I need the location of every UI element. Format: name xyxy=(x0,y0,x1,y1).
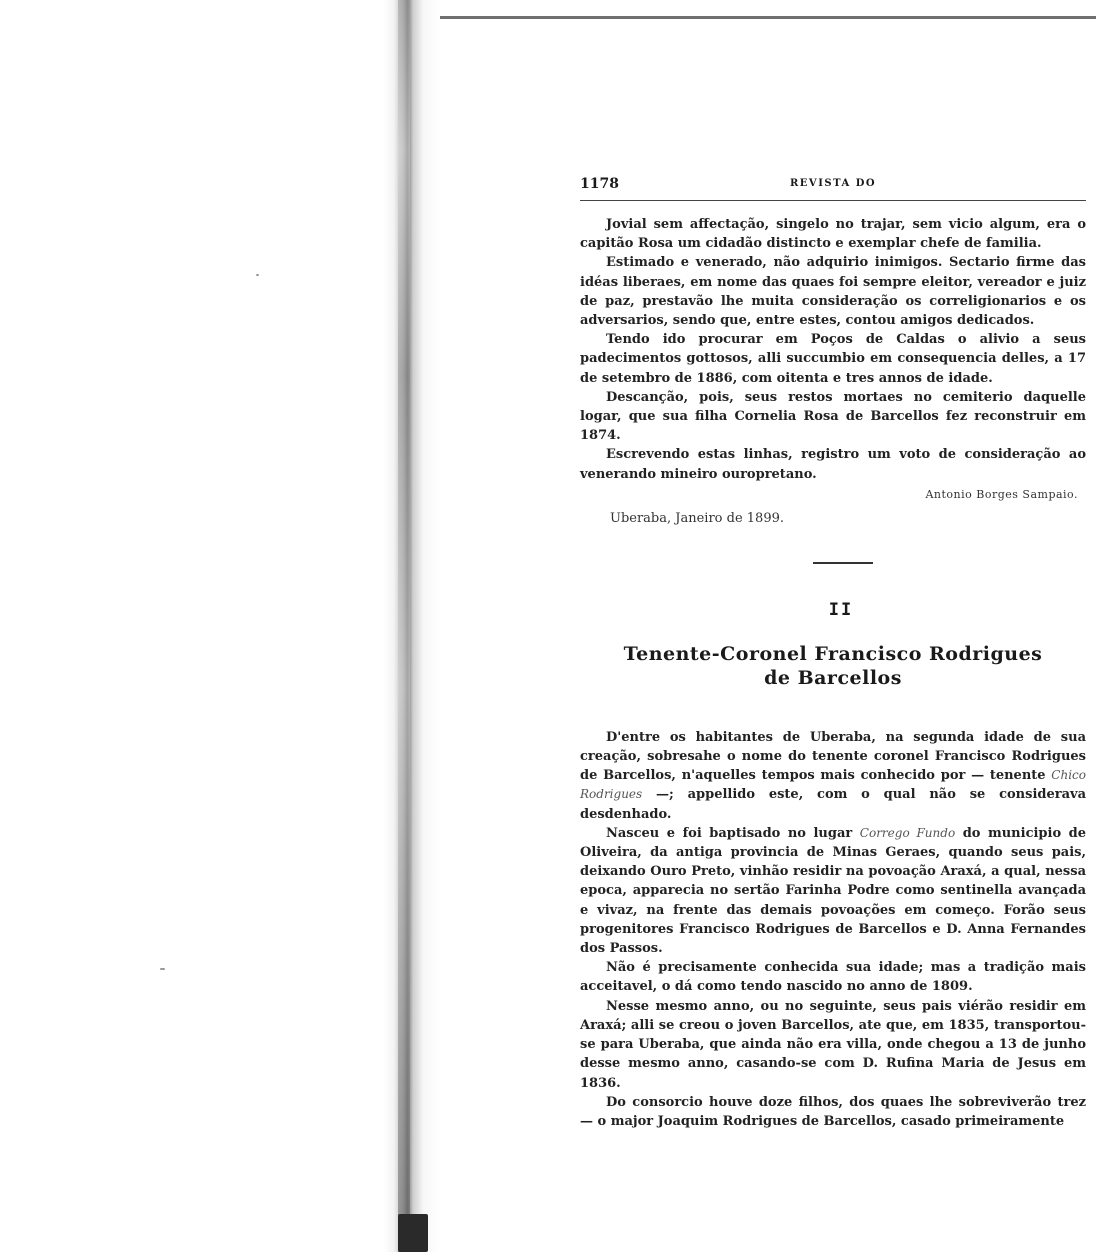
italic-name: Chico Rodrigues xyxy=(580,768,1086,802)
paper-speck xyxy=(160,968,165,970)
italic-place: Corrego Fundo xyxy=(859,825,956,840)
page-top-edge xyxy=(440,16,1096,19)
paragraph: Descanção, pois, seus restos mortaes no cemiterio daquelle logar, que sua filha Cornelia Rosa de Barcellos fez reconstruir em 1874. xyxy=(580,389,1086,444)
text-run: Nasceu e foi baptisado no lugar xyxy=(606,825,860,841)
section-divider xyxy=(813,562,873,564)
paper-speck xyxy=(256,274,259,276)
paragraph: Escrevendo estas linhas, registro um voto de consideração ao venerando mineiro ouropretano. xyxy=(580,447,1086,482)
book-gutter xyxy=(384,0,440,1252)
chapter-title xyxy=(580,642,1086,690)
place-date: Uberaba, Janeiro de 1899. xyxy=(610,510,784,526)
chapter-title-line: de Barcellos xyxy=(764,666,902,689)
paragraph: Jovial sem affectação, singelo no trajar, sem vicio algum, era o capitão Rosa um cidadão distincto e exemplar chefe de familia. xyxy=(580,217,1086,252)
binding-shadow xyxy=(398,0,410,1252)
paragraph: Nesse mesmo anno, ou no seguinte, seus pais viérão residir em Araxá; alli se creou o joven Barcellos, ate que, em 1835, transportou-se para Uberaba, que ainda não era villa, onde chegou a 13 de junho desse mesmo anno, casando-se com D. Rufina Maria de Jesus em 1836. xyxy=(580,998,1086,1091)
binding-blot xyxy=(398,1214,428,1252)
running-head xyxy=(580,174,1086,196)
paragraph xyxy=(580,728,1086,824)
header-rule xyxy=(580,200,1086,201)
paragraph xyxy=(580,824,1086,958)
paragraph: Estimado e venerado, não adquirio inimigos. Sectario firme das idéas liberaes, em nome das quaes foi sempre eleitor, vereador e juiz de paz, prestavão lhe muita consideração os correligionarios e os adversarios, sendo que, entre estes, contou amigos dedicados. xyxy=(580,255,1086,329)
paragraph: Não é precisamente conhecida sua idade; mas a tradição mais acceitavel, o dá como tendo nascido no anno de 1809. xyxy=(580,960,1086,995)
text-run: D'entre os habitantes de Uberaba, na segunda idade de sua creação, sobresahe o nome do tenente coronel Francisco Rodrigues de Barcellos, n'aquelles tempos mais conhecido por — tenente xyxy=(580,729,1086,784)
article-1 xyxy=(580,215,1086,526)
text-run: —; appellido este, com o qual não se considerava desdenhado. xyxy=(580,787,1086,822)
section-number: II xyxy=(828,599,854,620)
book-page xyxy=(580,174,1086,1131)
article-2 xyxy=(580,728,1086,1131)
page-number: 1178 xyxy=(580,176,619,192)
journal-title: REVISTA DO xyxy=(790,178,877,189)
paragraph: Do consorcio houve doze filhos, dos quaes lhe sobreviverão trez — o major Joaquim Rodrigues de Barcellos, casado primeiramente xyxy=(580,1094,1086,1129)
paragraph: Tendo ido procurar em Poços de Caldas o alivio a seus padecimentos gottosos, alli succumbio em consequencia delles, a 17 de setembro de 1886, com oitenta e tres annos de idade. xyxy=(580,332,1086,386)
text-run: do municipio de Oliveira, da antiga provincia de Minas Geraes, quando seus pais, deixando Ouro Preto, vinhão residir na povoação Araxá, a qual, nessa epoca, apparecia no sertão Farinha Podre como sentinella avançada e vivaz, na frente das demais povoações em começo. Forão seus progenitores Francisco Rodrigues de Barcellos e D. Anna Fernandes dos Passos. xyxy=(580,825,1086,957)
chapter-title-line: Tenente-Coronel Francisco Rodrigues xyxy=(623,642,1043,665)
author-signature: Antonio Borges Sampaio. xyxy=(925,487,1078,501)
